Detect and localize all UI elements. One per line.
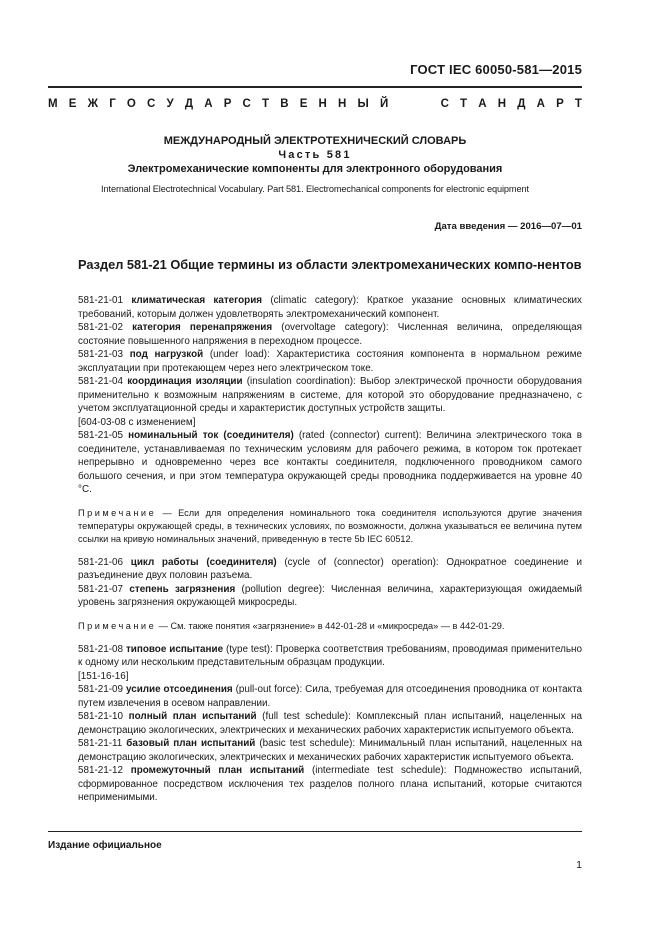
banner-letter: Г bbox=[109, 98, 116, 110]
term-entry bbox=[78, 321, 582, 348]
term-definition: (intermediate test schedule): Подмножество испытаний, сформированное посредством исключения тех разделов полного плана испытаний, которые считаются неприменимыми. bbox=[78, 765, 582, 803]
banner-letter: Н bbox=[338, 98, 347, 110]
term-definition: (under load): Характеристика состояния компонента в нормальном режиме эксплуатации при протекающем через него электрическом токе. bbox=[78, 349, 582, 374]
term-name: усилие отсоединения bbox=[125, 684, 233, 695]
term-name: типовое испытание bbox=[125, 643, 224, 655]
term-definition: (pull-out force): Сила, требуемая для отсоединения проводника от контакта путем извлечения в осевом направлении. bbox=[78, 684, 582, 709]
note-2 bbox=[78, 620, 582, 633]
term-definition: (rated (connector) current): Величина электрического тока в соединителе, устанавливаемая по техническим условиям для рабочего режима, в котором ток протекает непрерывно и одновременно через все контакты соединителя, подключенного проводником самого большого сечения, и при этом температура окружающей среды проводника поддерживается на уровне 40 °С. bbox=[78, 430, 582, 495]
banner-letter: В bbox=[280, 98, 289, 110]
term-reference: [604-03-08 с изменением] bbox=[78, 416, 196, 428]
term-entry bbox=[78, 348, 582, 375]
banner-letter: М bbox=[48, 98, 58, 110]
term-definition: (cycle of (connector) operation): Однократное соединение и разъединение двух половин разъема. bbox=[78, 556, 582, 581]
banner-letter: Н bbox=[497, 98, 507, 110]
top-rule bbox=[48, 86, 582, 88]
introduction-date: Дата введения — 2016—07—01 bbox=[434, 221, 582, 232]
english-title: International Electrotechnical Vocabulary. Part 581. Electromechanical components for electronic equipment bbox=[101, 184, 529, 194]
term-entry bbox=[78, 429, 582, 497]
term-definition: (insulation coordination): Выбор электрической прочности оборудования применительно к возможным напряжениям в системе, для которой это оборудование предназначено, с учетом эксплуатационной среды и характеристик доступных устройств защиты. bbox=[78, 376, 582, 414]
standard-banner bbox=[48, 98, 582, 110]
term-definition: (climatic category): Краткое указание основных климатических требований, которым должен удовлетворять электромеханический компонент. bbox=[78, 295, 582, 320]
term-entry bbox=[78, 583, 582, 610]
bottom-rule bbox=[48, 831, 582, 832]
document-body bbox=[78, 294, 582, 805]
term-name: категория перенапряжения bbox=[132, 322, 273, 333]
title-line-1: МЕЖДУНАРОДНЫЙ ЭЛЕКТРОТЕХНИЧЕСКИЙ СЛОВАРЬ bbox=[163, 135, 467, 147]
entries-group-3 bbox=[78, 643, 582, 805]
banner-letter: Т bbox=[460, 98, 468, 110]
term-entry bbox=[78, 764, 582, 805]
term-name: промежуточный план испытаний bbox=[130, 765, 305, 776]
title-part: Часть 581 bbox=[278, 149, 352, 161]
term-entry bbox=[78, 683, 582, 710]
term-entry bbox=[78, 294, 582, 321]
banner-letter: О bbox=[126, 98, 136, 110]
banner-letter: Т bbox=[262, 98, 270, 110]
banner-letter: А bbox=[536, 98, 545, 110]
term-definition: (overvoltage category): Численная величина, определяющая состояние повышенного напряжения в переходном процессе. bbox=[78, 322, 582, 347]
banner-letter: Ж bbox=[87, 98, 99, 110]
banner-letter: С bbox=[147, 98, 156, 110]
term-number: 581-21-04 bbox=[78, 376, 124, 387]
term-entry bbox=[78, 710, 582, 737]
banner-letter: Й bbox=[379, 98, 389, 110]
term-definition: (pollution degree): Численная величина, характеризующая ожидаемый уровень загрязнения окружающей микросреды. bbox=[78, 583, 582, 608]
term-name: полный план испытаний bbox=[128, 711, 257, 722]
banner-letter: Р bbox=[556, 98, 564, 110]
term-number: 581-21-07 bbox=[78, 583, 124, 595]
title-line-3: Электромеханические компоненты для электронного оборудования bbox=[127, 163, 503, 175]
section-title: Раздел 581-21 Общие термины из области электромеханических компо-нентов bbox=[78, 257, 582, 272]
banner-letter: Д bbox=[184, 98, 194, 110]
banner-letter: Н bbox=[318, 98, 327, 110]
banner-letter: А bbox=[478, 98, 487, 110]
term-definition: (full test schedule): Комплексный план испытаний, нацеленных на демонстрацию экологических, электрических и механических рабочих характеристик испытуемого объекта. bbox=[78, 711, 582, 736]
banner-letter: Е bbox=[68, 98, 77, 110]
term-name: климатическая категория bbox=[131, 295, 263, 306]
entries-group-1 bbox=[78, 294, 582, 497]
term-name: степень загрязнения bbox=[129, 583, 236, 595]
term-name: цикл работы (соединителя) bbox=[130, 556, 277, 568]
term-name: номинальный ток (соединителя) bbox=[128, 430, 294, 441]
term-number: 581-21-09 bbox=[78, 684, 124, 695]
note-1 bbox=[78, 507, 582, 546]
term-entry bbox=[78, 375, 582, 416]
term-definition: (type test): Проверка соответствия требованиям, проводимая применительно к одному или нескольким представительным образцам продукции. bbox=[78, 643, 582, 668]
term-number: 581-21-03 bbox=[78, 349, 124, 360]
term-number: 581-21-01 bbox=[78, 295, 124, 306]
term-number: 581-21-05 bbox=[78, 430, 124, 441]
term-name: координация изоляции bbox=[127, 376, 243, 387]
term-name: базовый план испытаний bbox=[126, 738, 256, 749]
term-number: 581-21-02 bbox=[78, 322, 124, 333]
term-entry bbox=[78, 556, 582, 583]
banner-letter: Д bbox=[517, 98, 526, 110]
entries-group-2 bbox=[78, 556, 582, 610]
term-number: 581-21-11 bbox=[78, 738, 123, 749]
page-number: 1 bbox=[576, 859, 582, 871]
term-entry bbox=[78, 643, 582, 670]
banner-letter: С bbox=[242, 98, 251, 110]
banner-letter: С bbox=[440, 98, 449, 110]
term-reference: [151-16-16] bbox=[78, 670, 129, 682]
term-entry bbox=[78, 737, 582, 764]
standard-code: ГОСТ IEC 60050-581—2015 bbox=[410, 62, 582, 77]
note-label: Примечание bbox=[78, 507, 157, 518]
banner-letter: Т bbox=[574, 98, 582, 110]
term-number: 581-21-10 bbox=[78, 711, 124, 722]
term-number: 581-21-08 bbox=[78, 643, 124, 655]
banner-letter: Е bbox=[299, 98, 308, 110]
banner-letter: Р bbox=[223, 98, 232, 110]
term-name: под нагрузкой bbox=[129, 349, 204, 360]
note-text: — См. также понятия «загрязнение» в 442-01-28 и «микросреда» — в 442-01-29. bbox=[156, 620, 505, 631]
banner-letter: У bbox=[166, 98, 174, 110]
term-definition: (basic test schedule): Минимальный план испытаний, нацеленных на демонстрацию экологических, электрических и механических рабочих характеристик испытуемого объекта. bbox=[78, 738, 582, 763]
note-text: — Если для определения номинального тока соединителя используются другие значения температуры окружающей среды, в технических условиях, по возможности, должна указываться ее величина путем ссылки на кривую номинальных значений, приведенную в тесте 5b IEC 60512. bbox=[78, 507, 582, 544]
term-number: 581-21-12 bbox=[78, 765, 124, 776]
title-block bbox=[48, 134, 582, 176]
term-number: 581-21-06 bbox=[78, 556, 124, 568]
banner-letter: Ы bbox=[357, 98, 369, 110]
banner-letter: А bbox=[204, 98, 213, 110]
note-label: Примечание bbox=[78, 620, 157, 631]
edition-label: Издание официальное bbox=[48, 840, 162, 851]
